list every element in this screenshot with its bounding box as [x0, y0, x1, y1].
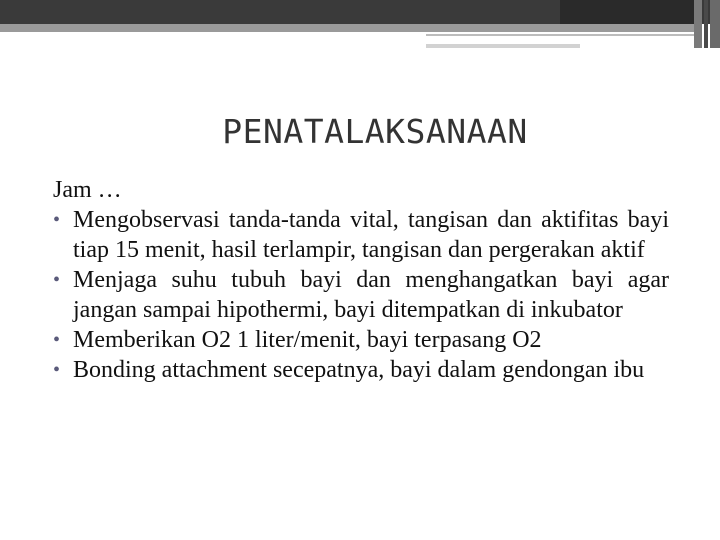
list-item-text: Memberikan O2 1 liter/menit, bayi terpasang O2: [73, 327, 542, 353]
list-item: [53, 265, 669, 325]
header-accent-block: [710, 0, 720, 48]
bullet-icon: •: [53, 359, 61, 381]
header-accent-block: [704, 0, 708, 48]
bullet-icon: •: [53, 329, 61, 351]
bullet-list: [53, 205, 669, 385]
slide-body: [53, 175, 669, 385]
list-item-text: Menjaga suhu tubuh bayi dan menghangatkan bayi agar jangan sampai hipothermi, bayi ditempatkan di inkubator: [73, 267, 669, 323]
bullet-icon: •: [53, 209, 61, 231]
header-accent-block: [694, 0, 702, 48]
header-rule-thin: [426, 34, 694, 36]
bullet-icon: •: [53, 269, 61, 291]
header-rule-short: [426, 44, 580, 48]
header-bar-dark-segment: [560, 0, 695, 24]
header-rule: [0, 24, 694, 32]
slide-title: PENATALAKSANAAN: [222, 112, 528, 151]
list-item-text: Bonding attachment secepatnya, bayi dalam gendongan ibu: [73, 357, 645, 383]
list-item: [53, 355, 669, 385]
list-item-text: Mengobservasi tanda-tanda vital, tangisan dan aktifitas bayi tiap 15 menit, hasil terlampir, tangisan dan pergerakan aktif: [73, 207, 669, 263]
list-item: [53, 325, 669, 355]
list-item: [53, 205, 669, 265]
lead-text: Jam …: [53, 177, 122, 203]
